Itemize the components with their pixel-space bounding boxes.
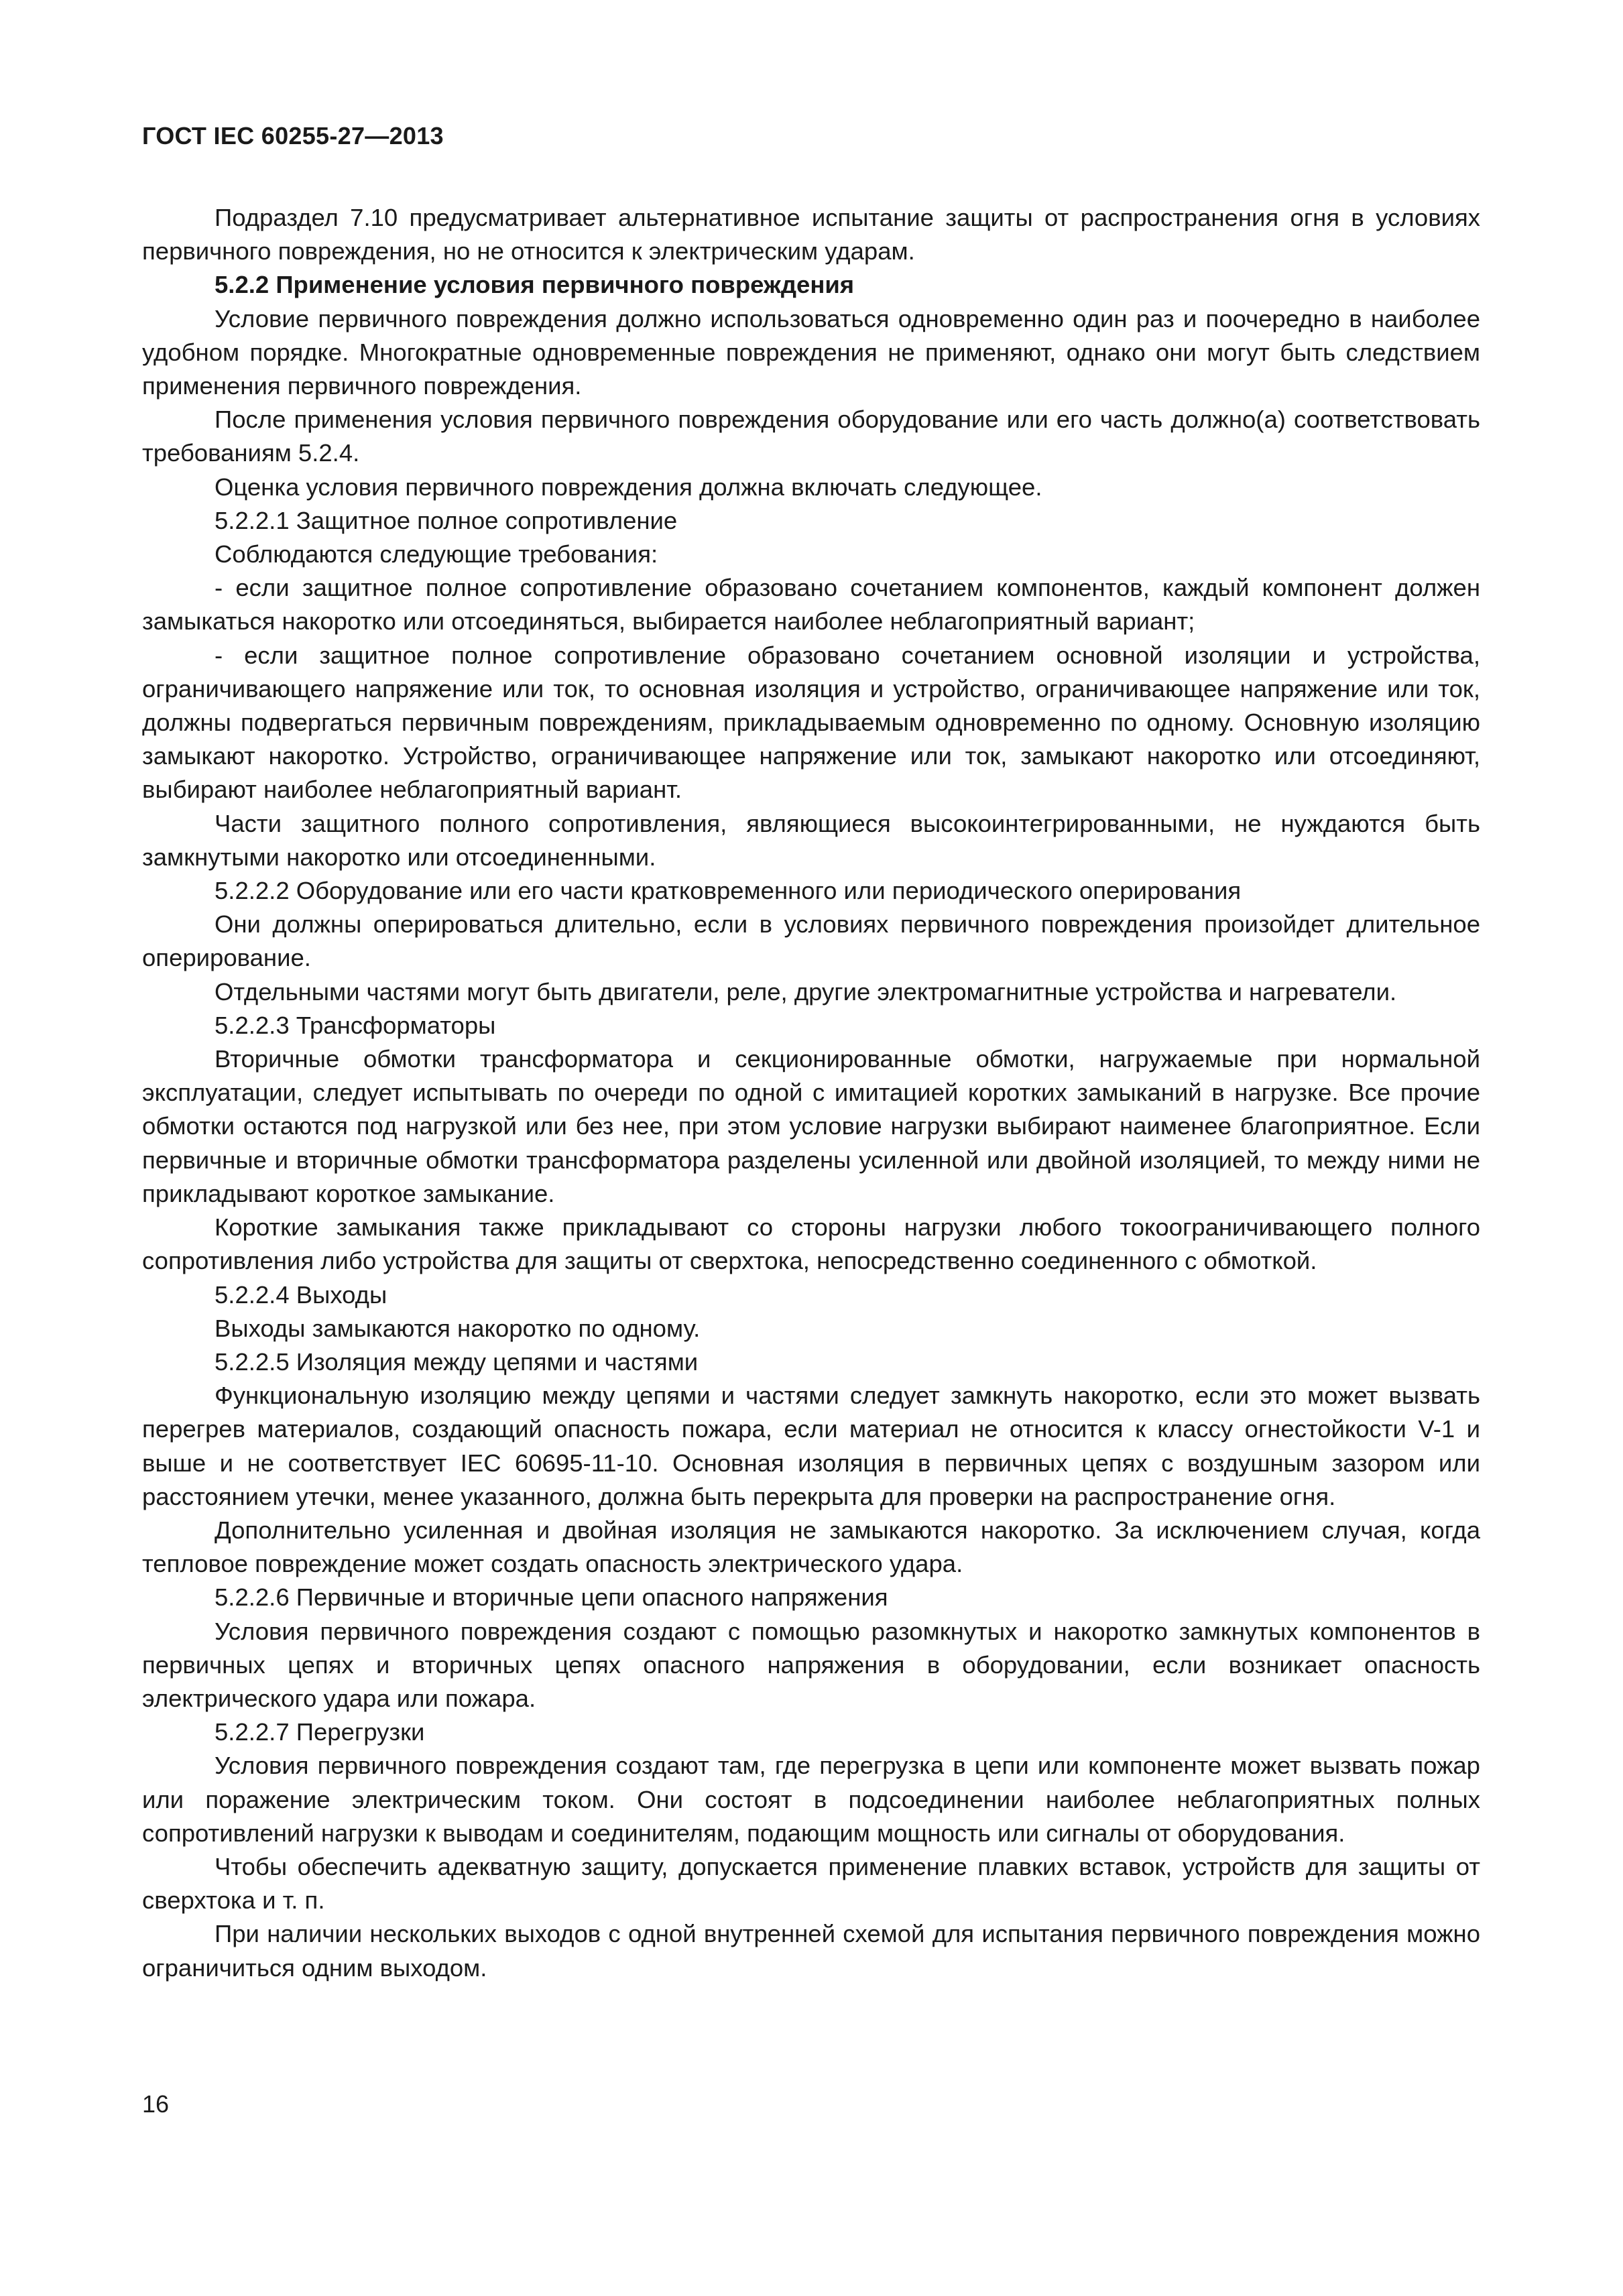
paragraph: - если защитное полное сопротивление образовано сочетанием основной изоляции и устройства, ограничивающего напряжение или ток, то основная изоляция и устройство, ограничивающее напряжение или ток, должны подвергаться первичным повреждениям, прикладываемым одновременно по одному. Основную изоляцию замыкают накоротко. Устройство, ограничивающее напряжение или ток, замыкают накоротко или отсоединяют, выбирают наиболее неблагоприятный вариант. xyxy=(142,641,1480,804)
paragraph: После применения условия первичного повреждения оборудование или его часть должно(а) соответствовать требованиям 5.2.4. xyxy=(142,406,1480,467)
page-number: 16 xyxy=(142,2090,170,2118)
paragraph: Условия первичного повреждения создают с помощью разомкнутых и накоротко замкнутых компонентов в первичных цепях и вторичных цепях опасного напряжения в оборудовании, если возникает опасность электрического удара или пожара. xyxy=(142,1617,1480,1712)
paragraph: 5.2.2.4 Выходы xyxy=(215,1280,387,1309)
paragraph: 5.2.2.2 Оборудование или его части кратковременного или периодического оперирования xyxy=(215,877,1242,905)
paragraph: Чтобы обеспечить адекватную защиту, допускается применение плавких вставок, устройств для защиты от сверхтока и т. п. xyxy=(142,1852,1480,1915)
document-body xyxy=(142,201,1480,1985)
section-heading: 5.2.2 Применение условия первичного повреждения xyxy=(215,271,855,299)
paragraph: - если защитное полное сопротивление образовано сочетанием компонентов, каждый компонент должен замыкаться накоротко или отсоединяться, выбирается наиболее неблагоприятный вариант; xyxy=(142,574,1480,636)
paragraph: Они должны оперироваться длительно, если в условиях первичного повреждения произойдет длительное оперирование. xyxy=(142,910,1480,972)
paragraph: Дополнительно усиленная и двойная изоляция не замыкаются накоротко. За исключением случая, когда тепловое повреждение может создать опасность электрического удара. xyxy=(142,1516,1480,1578)
paragraph: Условие первичного повреждения должно использоваться одновременно один раз и поочередно в наиболее удобном порядке. Многократные одновременные повреждения не применяют, однако они могут быть следствием применения первичного повреждения. xyxy=(142,304,1480,400)
paragraph: Короткие замыкания также прикладывают со стороны нагрузки любого токоограничивающего полного сопротивления либо устройства для защиты от сверхтока, непосредственно соединенного с обмоткой. xyxy=(142,1213,1480,1275)
paragraph: Функциональную изоляцию между цепями и частями следует замкнуть накоротко, если это может вызвать перегрев материалов, создающий опасность пожара, если материал не относится к классу огнестойкости V-1 и выше и не соответствует IEC 60695-11-10. Основная изоляция в первичных цепях с воздушным зазором или расстоянием утечки, менее указанного, должна быть перекрыта для проверки на распространение огня. xyxy=(142,1382,1480,1510)
paragraph: Подраздел 7.10 предусматривает альтернативное испытание защиты от распространения огня в условиях первичного повреждения, но не относится к электрическим ударам. xyxy=(142,204,1480,265)
paragraph: Вторичные обмотки трансформатора и секционированные обмотки, нагружаемые при нормальной эксплуатации, следует испытывать по очереди по одной с имитацией коротких замыканий в нагрузке. Все прочие обмотки остаются под нагрузкой или без нее, при этом условие нагрузки выбирают наименее благоприятное. Если первичные и вторичные обмотки трансформатора разделены усиленной или двойной изоляцией, то между ними не прикладывают короткое замыкание. xyxy=(142,1045,1480,1207)
paragraph: Соблюдаются следующие требования: xyxy=(215,540,658,568)
paragraph: 5.2.2.6 Первичные и вторичные цепи опасного напряжения xyxy=(215,1583,888,1612)
paragraph: Условия первичного повреждения создают там, где перегрузка в цепи или компоненте может вызвать пожар или поражение электрическим током. Они состоят в подсоединении наиболее неблагоприятных полных сопротивлений нагрузки к выводам и соединителям, подающим мощность или сигналы от оборудования. xyxy=(142,1752,1480,1847)
paragraph: Части защитного полного сопротивления, являющиеся высокоинтегрированными, не нуждаются быть замкнутыми накоротко или отсоединенными. xyxy=(142,809,1480,871)
paragraph: Отдельными частями могут быть двигатели, реле, другие электромагнитные устройства и нагреватели. xyxy=(215,977,1397,1006)
paragraph: Выходы замыкаются накоротко по одному. xyxy=(215,1314,701,1342)
paragraph: 5.2.2.7 Перегрузки xyxy=(215,1718,425,1746)
paragraph: 5.2.2.1 Защитное полное сопротивление xyxy=(215,506,678,534)
paragraph: При наличии нескольких выходов с одной внутренней схемой для испытания первичного повреждения можно ограничиться одним выходом. xyxy=(142,1920,1480,1982)
paragraph: 5.2.2.5 Изоляция между цепями и частями xyxy=(215,1347,699,1376)
standard-code: ГОСТ IEC 60255-27—2013 xyxy=(142,122,444,149)
paragraph: 5.2.2.3 Трансформаторы xyxy=(215,1011,496,1039)
document-header xyxy=(142,122,444,150)
paragraph: Оценка условия первичного повреждения должна включать следующее. xyxy=(215,473,1042,501)
